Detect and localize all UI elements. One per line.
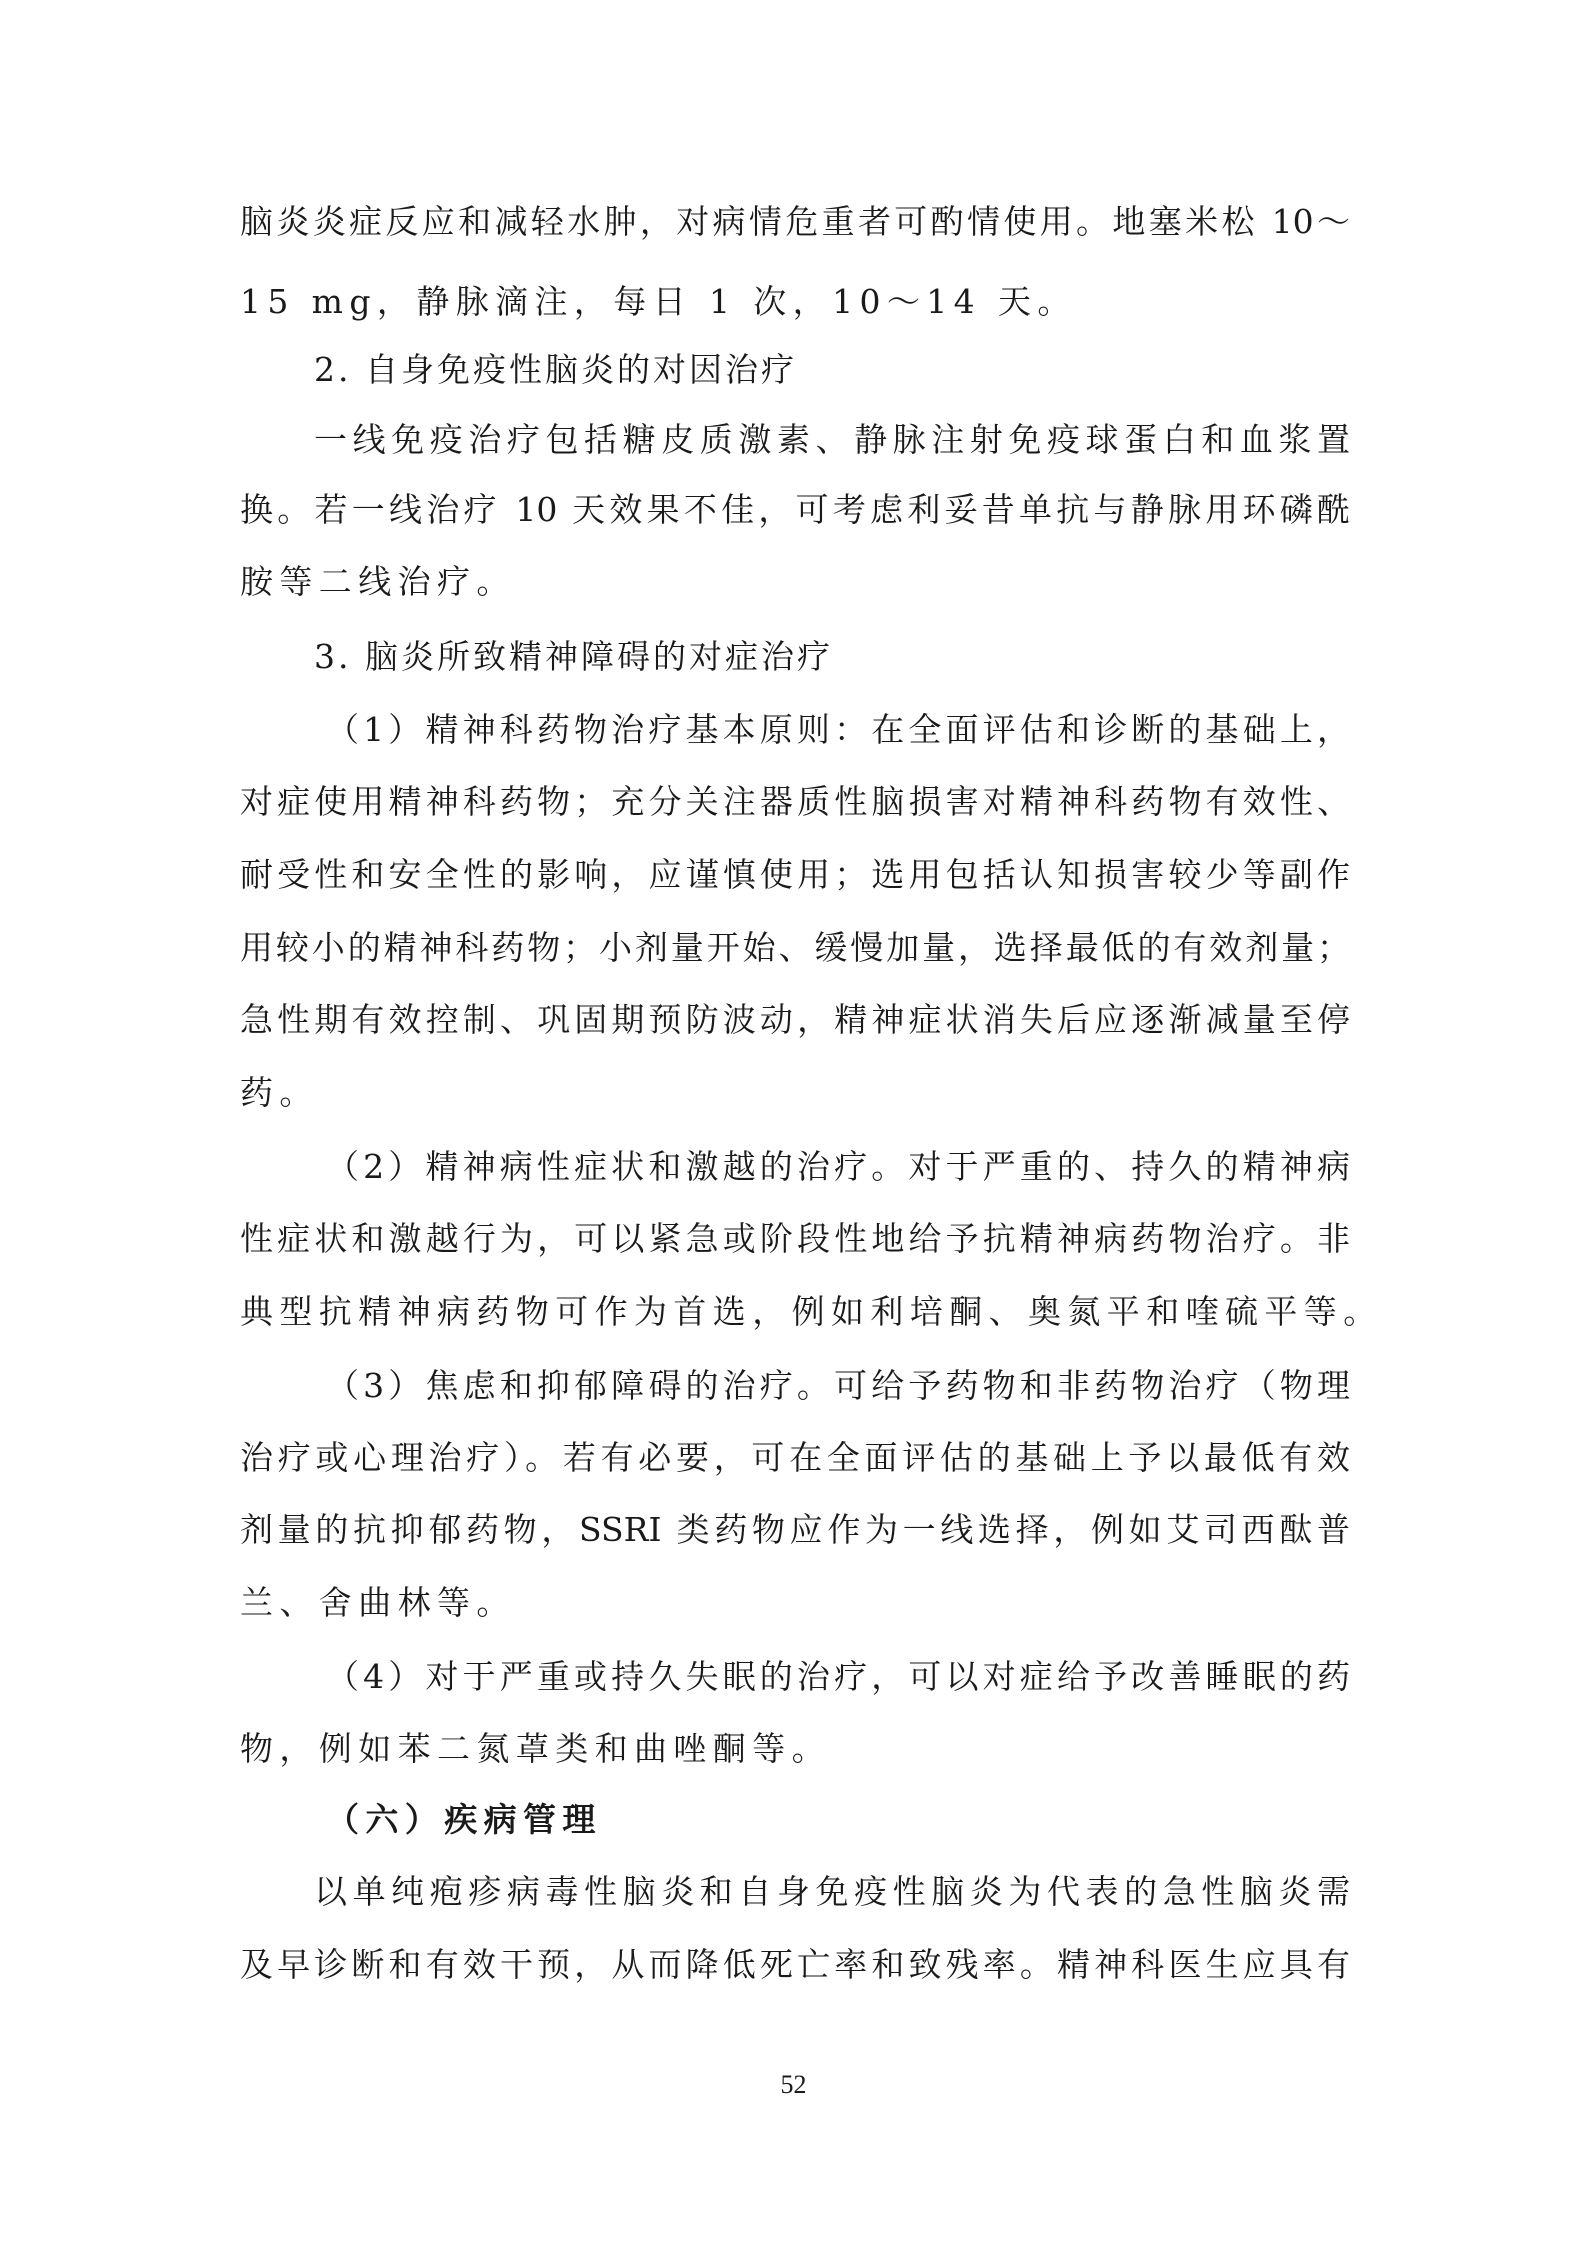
text-line: 兰、舍曲林等。 (240, 1583, 516, 1622)
text-line: 用较小的精神科药物；小剂量开始、缓慢加量，选择最低的有效剂量； (240, 928, 1350, 967)
text-line: 15 mg，静脉滴注，每日 1 次，10～14 天。 (240, 282, 1077, 321)
text-line: 物，例如苯二氮䓬类和曲唑酮等。 (240, 1729, 831, 1768)
section-heading: 2. 自身免疫性脑炎的对因治疗 (314, 350, 797, 389)
text-line: 换。若一线治疗 10 天效果不佳，可考虑利妥昔单抗与静脉用环磷酰 (240, 490, 1350, 529)
text-line: 及早诊断和有效干预，从而降低死亡率和致残率。精神科医生应具有 (240, 1945, 1350, 1984)
text-line: 一线免疫治疗包括糖皮质激素、静脉注射免疫球蛋白和血浆置 (314, 420, 1350, 459)
section-heading: 3. 脑炎所致精神障碍的对症治疗 (314, 637, 833, 676)
text-line: 剂量的抗抑郁药物，SSRI 类药物应作为一线选择，例如艾司西酞普 (240, 1510, 1350, 1549)
text-line: （1）精神科药物治疗基本原则：在全面评估和诊断的基础上， (326, 710, 1350, 749)
text-line: （3）焦虑和抑郁障碍的治疗。可给予药物和非药物治疗（物理 (326, 1366, 1350, 1405)
text-line: 典型抗精神病药物可作为首选，例如利培酮、奥氮平和喹硫平等。 (240, 1292, 1383, 1331)
text-line: 耐受性和安全性的影响，应谨慎使用；选用包括认知损害较少等副作 (240, 855, 1350, 894)
text-line: 性症状和激越行为，可以紧急或阶段性地给予抗精神病药物治疗。非 (240, 1219, 1350, 1258)
page-number: 52 (780, 2070, 807, 2099)
section-heading: （六）疾病管理 (326, 1800, 602, 1839)
text-line: （2）精神病性症状和激越的治疗。对于严重的、持久的精神病 (326, 1147, 1350, 1186)
text-line: 急性期有效控制、巩固期预防波动，精神症状消失后应逐渐减量至停 (240, 1000, 1350, 1039)
text-line: （4）对于严重或持久失眠的治疗，可以对症给予改善睡眠的药 (326, 1657, 1350, 1696)
text-line: 胺等二线治疗。 (240, 562, 516, 601)
text-line: 以单纯疱疹病毒性脑炎和自身免疫性脑炎为代表的急性脑炎需 (314, 1872, 1350, 1911)
text-line: 对症使用精神科药物；充分关注器质性脑损害对精神科药物有效性、 (240, 782, 1350, 821)
text-line: 治疗或心理治疗）。若有必要，可在全面评估的基础上予以最低有效 (240, 1438, 1350, 1477)
text-line: 药。 (240, 1073, 319, 1112)
text-line: 脑炎炎症反应和减轻水肿，对病情危重者可酌情使用。地塞米松 10～ (240, 202, 1350, 241)
